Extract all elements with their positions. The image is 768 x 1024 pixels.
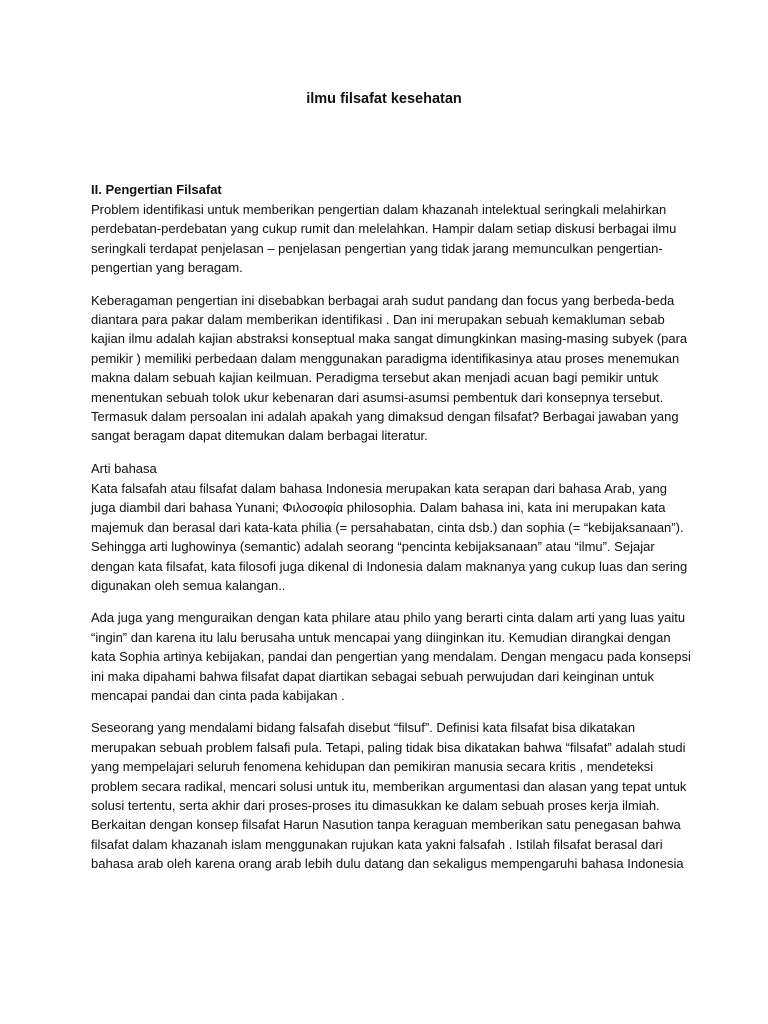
document-body bbox=[91, 180, 692, 874]
paragraph-2: Keberagaman pengertian ini disebabkan berbagai arah sudut pandang dan focus yang berbeda-beda diantara para pakar dalam memberikan identifikasi . Dan ini merupakan sebuah kemakluman sebab kajian ilmu adalah kajian abstraksi konseptual maka sangat dimungkinkan masing-masing subyek (para pemikir ) memiliki perbedaan dalam menggunakan paradigma identifikasinya atau proses menemukan makna dalam sebuah kajian keilmuan. Peradigma tersebut akan menjadi acuan bagi pemikir untuk menentukan sebuah tolok ukur kebenaran dari asumsi-asumsi pembentuk dari konsepnya tersebut. Termasuk dalam persoalan ini adalah apakah yang dimaksud dengan filsafat? Berbagai jawaban yang sangat beragam dapat ditemukan dalam berbagai literatur. bbox=[91, 292, 688, 444]
paragraph-3: Kata falsafah atau filsafat dalam bahasa Indonesia merupakan kata serapan dari bahasa Arab, yang juga diambil dari bahasa Yunani; Φιλοσοφία philosophia. Dalam bahasa ini, kata ini merupakan kata majemuk dan berasal dari kata-kata philia (= persahabatan, cinta dsb.) dan sophia (= “kebijaksanaan”). Sehingga arti lughowinya (semantic) adalah seorang “pencinta kebijaksanaan” atau “ilmu”. Sejajar dengan kata filsafat, kata filosofi juga dikenal di Indonesia dalam maknanya yang cukup luas dan sering digunakan oleh semua kalangan.. bbox=[91, 480, 688, 593]
subheading-arti-bahasa: Arti bahasa bbox=[91, 460, 157, 476]
paragraph-1: Problem identifikasi untuk memberikan pengertian dalam khazanah intelektual seringkali melahirkan perdebatan-perdebatan yang cukup rumit dan melelahkan. Hampir dalam setiap diskusi berbagai ilmu seringkali terdapat penjelasan – penjelasan pengertian yang tidak jarang memunculkan pengertian-pengertian yang beragam. bbox=[91, 202, 677, 276]
paragraph-gap bbox=[91, 278, 692, 291]
section-heading: II. Pengertian Filsafat bbox=[91, 182, 222, 197]
paragraph-gap bbox=[91, 705, 692, 718]
paragraph-5: Seseorang yang mendalami bidang falsafah disebut “filsuf”. Definisi kata filsafat bisa dikatakan merupakan sebuah problem falsafi pula. Tetapi, paling tidak bisa dikatakan bahwa “filsafat” adalah studi yang mempelajari seluruh fenomena kehidupan dan pemikiran manusia secara kritis , mendeteksi problem secara radikal, mencari solusi untuk itu, memberikan argumentasi dan alasan yang tepat untuk solusi tertentu, serta akhir dari proses-proses itu dimasukkan ke dalam sebuah proses kerja ilmiah. Berkaitan dengan konsep filsafat Harun Nasution tanpa keraguan memberikan satu penegasan bahwa filsafat dalam khazanah islam menggunakan rujukan kata yakni falsafah . Istilah filsafat berasal dari bahasa arab oleh karena orang arab lebih dulu datang dan sekaligus mempengaruhi bahasa Indonesia bbox=[91, 720, 687, 872]
paragraph-4: Ada juga yang menguraikan dengan kata philare atau philo yang berarti cinta dalam arti yang luas yaitu “ingin” dan karena itu lalu berusaha untuk mencapai yang diinginkan itu. Kemudian dirangkai dengan kata Sophia artinya kebijakan, pandai dan pengertian yang mendalam. Dengan mengacu pada konsepsi ini maka dipahami bahwa filsafat dapat diartikan sebagai sebuah perwujudan dari keinginan untuk mencapai pandai dan cinta pada kabijakan . bbox=[91, 610, 691, 703]
paragraph-gap bbox=[91, 595, 692, 608]
document-title: ilmu filsafat kesehatan bbox=[306, 91, 462, 107]
paragraph-gap bbox=[91, 446, 692, 459]
